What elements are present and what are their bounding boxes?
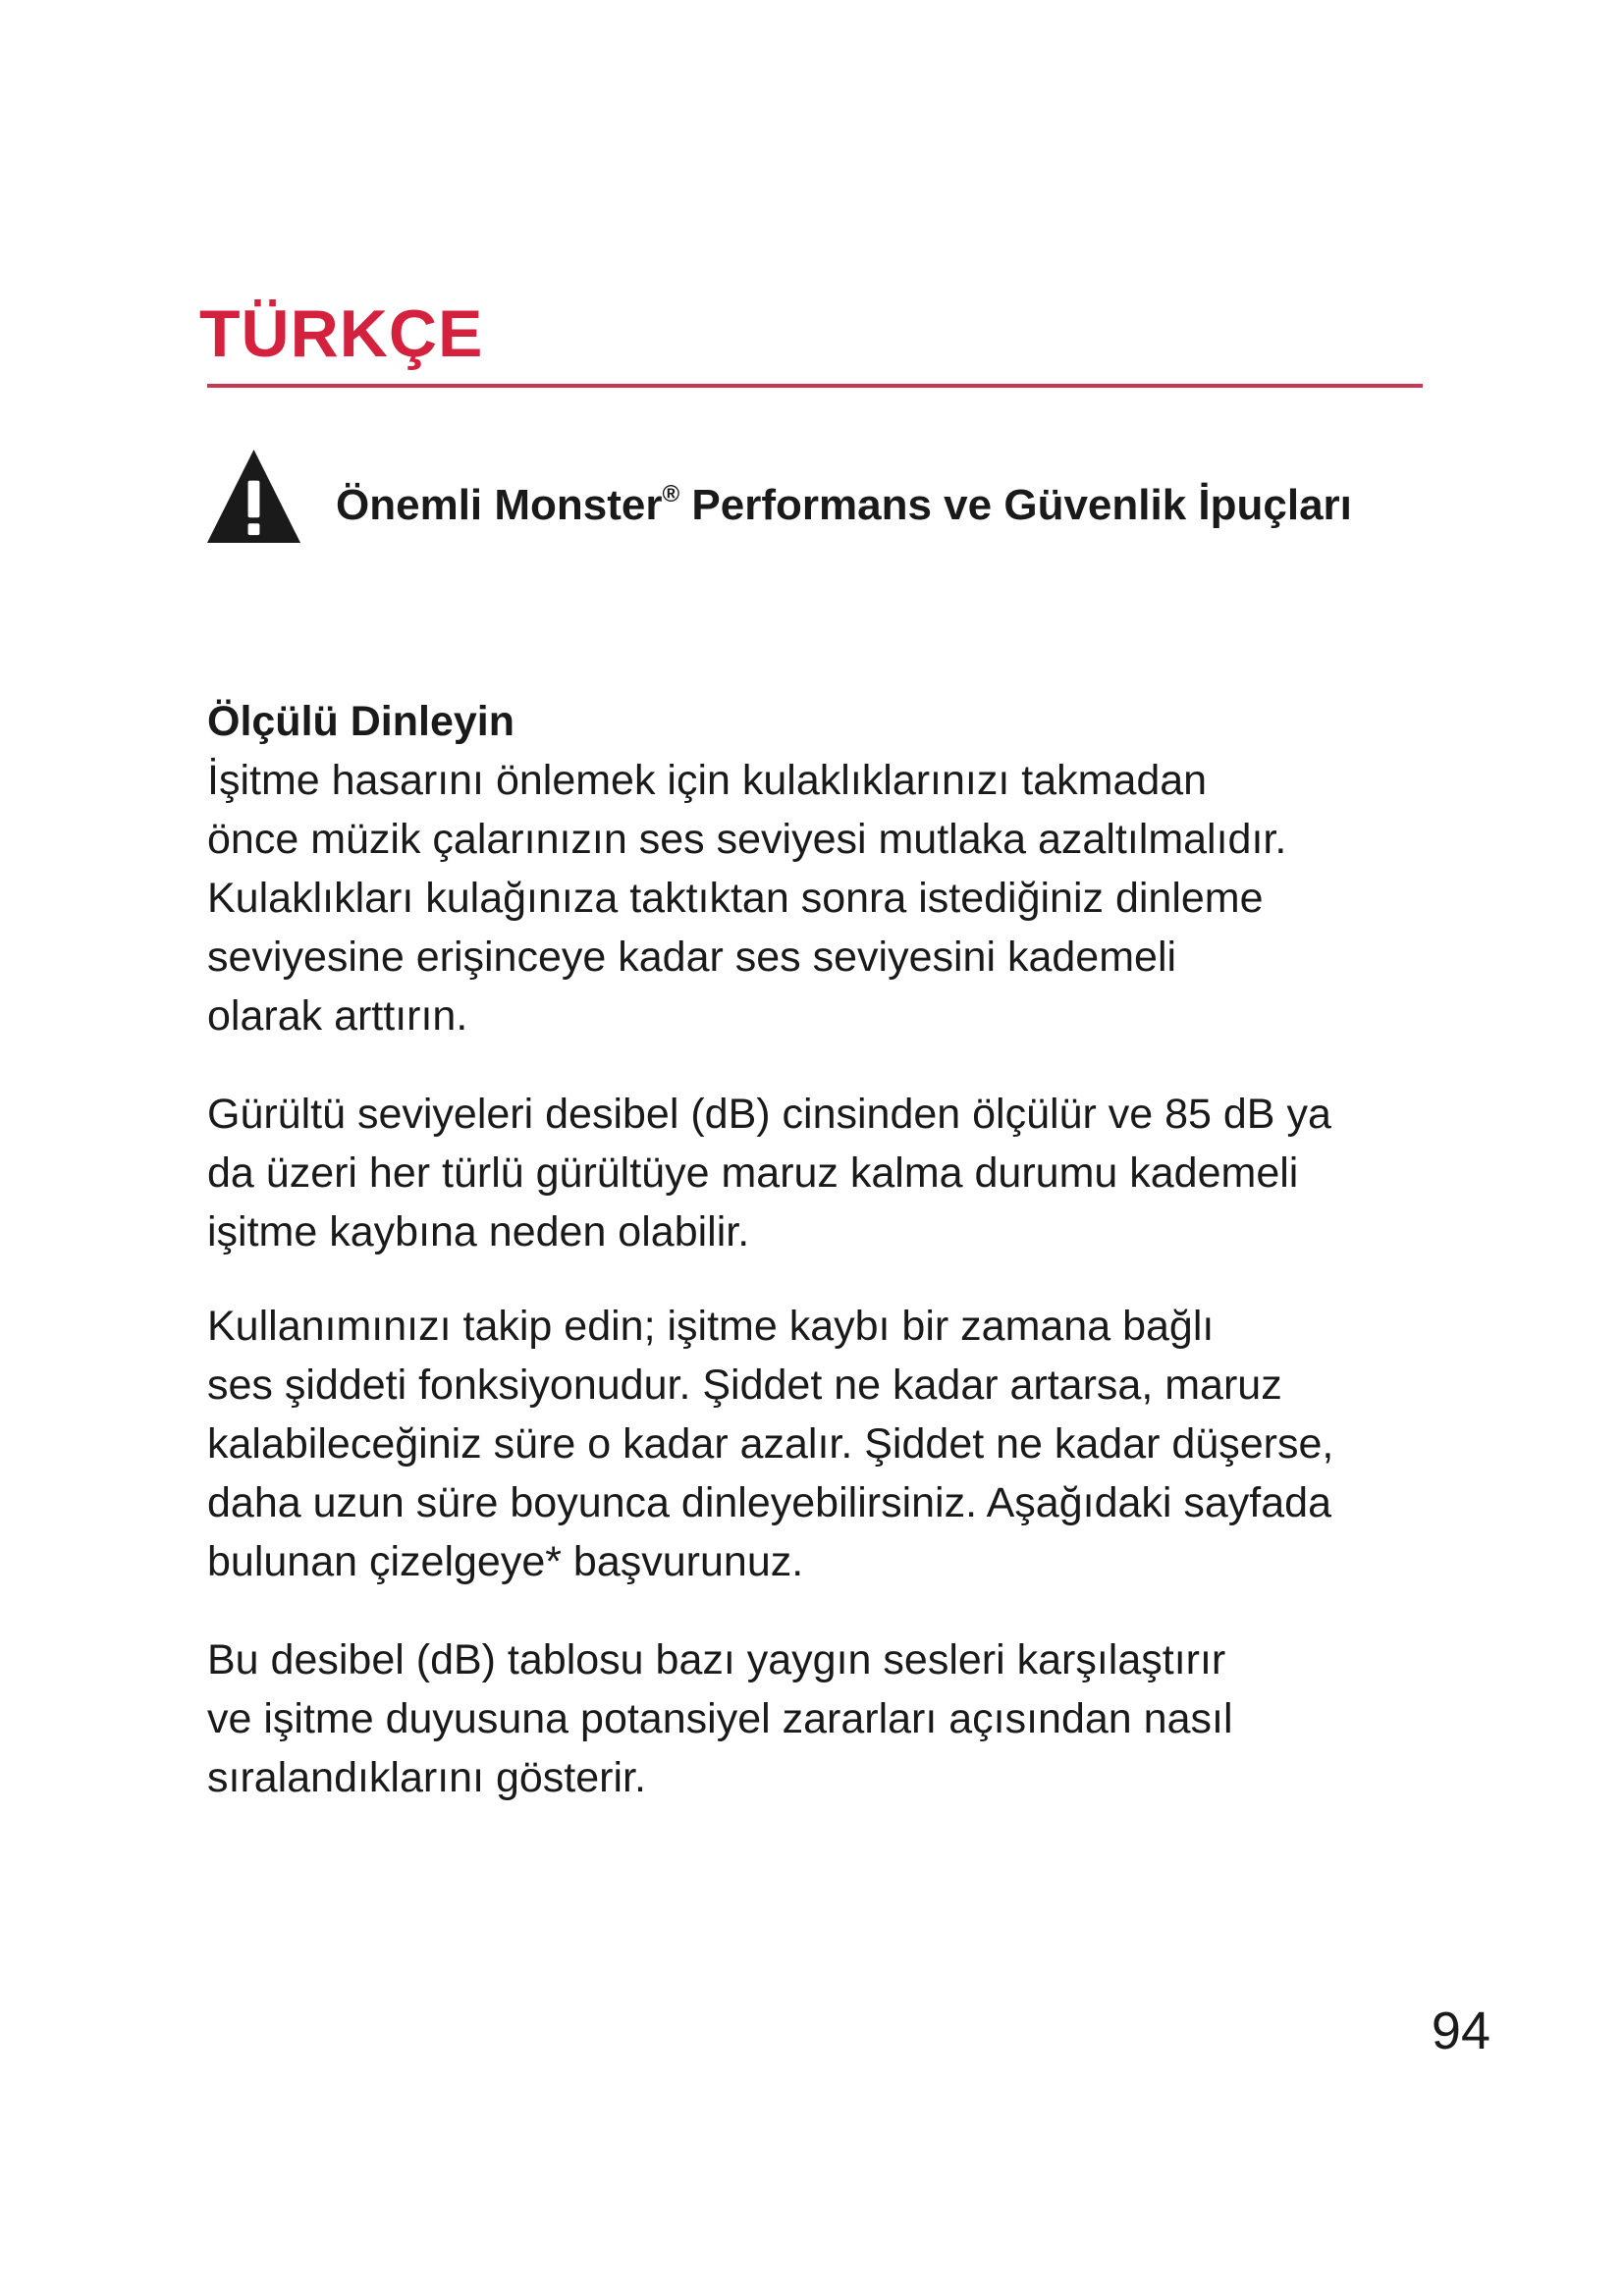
paragraph-line: seviyesine erişinceye kadar ses seviyesini kademeli (207, 934, 1177, 981)
paragraph-3 (207, 1297, 1444, 1591)
paragraph-2 (207, 1085, 1444, 1261)
paragraph-1 (207, 751, 1444, 1045)
paragraph-line: kalabileceğiniz süre o kadar azalır. Şiddet ne kadar düşerse, (207, 1420, 1334, 1468)
paragraph-line: bulunan çizelgeye* başvurunuz. (207, 1538, 804, 1585)
page-title: TÜRKÇE (199, 296, 484, 371)
paragraph-line: olarak arttırın. (207, 992, 468, 1040)
paragraph-line: önce müzik çalarınızın ses seviyesi mutlaka azaltılmalıdır. (207, 816, 1287, 863)
page-number: 94 (1431, 2002, 1490, 2060)
paragraph-line: ve işitme duyusuna potansiyel zararları açısından nasıl (207, 1695, 1233, 1742)
title-divider (207, 384, 1423, 388)
warning-triangle-icon (205, 447, 302, 546)
section-heading: Ölçülü Dinleyin (207, 698, 514, 745)
section-content (207, 692, 1444, 1807)
paragraph-line: sıralandıklarını gösterir. (207, 1754, 646, 1801)
paragraph-line: Gürültü seviyeleri desibel (dB) cinsinden ölçülür ve 85 dB ya (207, 1091, 1331, 1138)
paragraph-4 (207, 1630, 1444, 1807)
paragraph-line: daha uzun süre boyunca dinleyebilirsiniz. Aşağıdaki sayfada (207, 1479, 1332, 1526)
paragraph-line: Kullanımınızı takip edin; işitme kaybı bir zamana bağlı (207, 1303, 1215, 1350)
paragraph-line: İşitme hasarını önlemek için kulaklıklarınızı takmadan (207, 757, 1208, 804)
paragraph-line: işitme kaybına neden olabilir. (207, 1208, 750, 1255)
safety-heading-post: Performans ve Güvenlik İpuçları (679, 481, 1352, 529)
safety-tips-heading (336, 480, 1352, 532)
paragraph-line: ses şiddeti fonksiyonudur. Şiddet ne kadar artarsa, maruz (207, 1362, 1282, 1409)
registered-mark: ® (662, 481, 680, 507)
safety-heading-pre: Önemli Monster (336, 481, 663, 529)
paragraph-line: Kulaklıkları kulağınıza taktıktan sonra istediğiniz dinleme (207, 875, 1264, 922)
paragraph-line: da üzeri her türlü gürültüye maruz kalma durumu kademeli (207, 1149, 1299, 1197)
paragraph-line: Bu desibel (dB) tablosu bazı yaygın sesleri karşılaştırır (207, 1636, 1226, 1683)
